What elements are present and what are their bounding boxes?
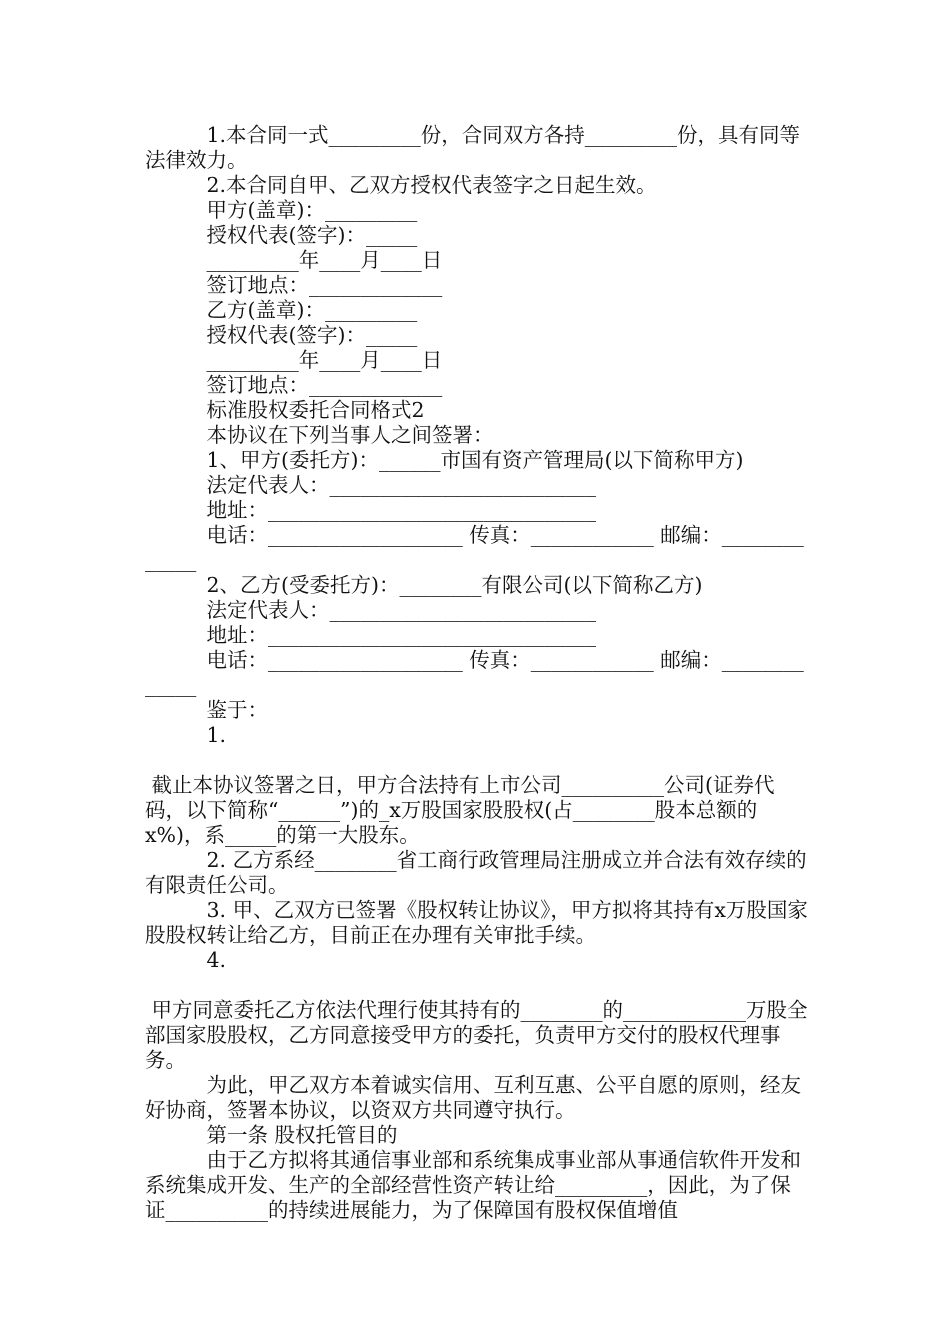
- paragraph: 甲方同意委托乙方依法代理行使其持有的________的____________万股全部国家股股权，乙方同意接受甲方的委托，负责甲方交付的股权代理事务。: [145, 998, 808, 1072]
- paragraph: 1、甲方(委托方)：______市国有资产管理局(以下简称甲方): [145, 448, 744, 472]
- paragraph: 电话：___________________ 传真：____________ 邮编：_____________: [145, 648, 804, 697]
- paragraph: 截止本协议签署之日，甲方合法持有上市公司__________公司(证券代码，以下简称“______”)的_x万股国家股股权(占________股本总额的x%)，系_____的第一大股东。: [145, 773, 775, 847]
- paragraph: 授权代表(签字)：_____: [145, 223, 418, 247]
- paragraph: 4.: [145, 948, 227, 972]
- paragraph: 1.: [145, 723, 227, 747]
- paragraph: 第一条 股权托管目的: [145, 1123, 398, 1147]
- paragraph: 由于乙方拟将其通信事业部和系统集成事业部从事通信软件开发和系统集成开发、生产的全部经营性资产转让给_________，因此，为了保证__________的持续进展能力，为了保障国有股权保值增值: [145, 1148, 801, 1222]
- paragraph: 签订地点：_____________: [145, 373, 443, 397]
- paragraph: 法定代表人：__________________________: [145, 598, 596, 622]
- paragraph: 地址：________________________________: [145, 498, 596, 522]
- paragraph: 标准股权委托合同格式2: [145, 398, 425, 422]
- paragraph: 为此，甲乙双方本着诚实信用、互利互惠、公平自愿的原则，经友好协商，签署本协议，以资双方共同遵守执行。: [145, 1073, 801, 1122]
- paragraph: _________年____月____日: [145, 248, 443, 272]
- paragraph: 乙方(盖章)：_________: [145, 298, 418, 322]
- paragraph: 本协议在下列当事人之间签署：: [145, 423, 494, 447]
- paragraph: 1.本合同一式_________份，合同双方各持_________份，具有同等法律效力。: [145, 123, 801, 172]
- contract-document: [145, 123, 810, 1223]
- paragraph: 授权代表(签字)：_____: [145, 323, 418, 347]
- paragraph: 2、乙方(受委托方)：________有限公司(以下简称乙方): [145, 573, 703, 597]
- paragraph: 2.本合同自甲、乙双方授权代表签字之日起生效。: [145, 173, 657, 197]
- paragraph: 法定代表人：__________________________: [145, 473, 596, 497]
- paragraph: [145, 748, 810, 773]
- paragraph: 甲方(盖章)：_________: [145, 198, 418, 222]
- paragraph: 电话：___________________ 传真：____________ 邮编：_____________: [145, 523, 804, 572]
- paragraph: 鉴于：: [145, 698, 268, 722]
- paragraph: _________年____月____日: [145, 348, 443, 372]
- paragraph: 2. 乙方系经________省工商行政管理局注册成立并合法有效存续的有限责任公司。: [145, 848, 807, 897]
- paragraph: [145, 973, 810, 998]
- paragraph: 3. 甲、乙双方已签署《股权转让协议》，甲方拟将其持有x万股国家股股权转让给乙方，目前正在办理有关审批手续。: [145, 898, 808, 947]
- paragraph: 地址：________________________________: [145, 623, 596, 647]
- paragraph: 签订地点：_____________: [145, 273, 443, 297]
